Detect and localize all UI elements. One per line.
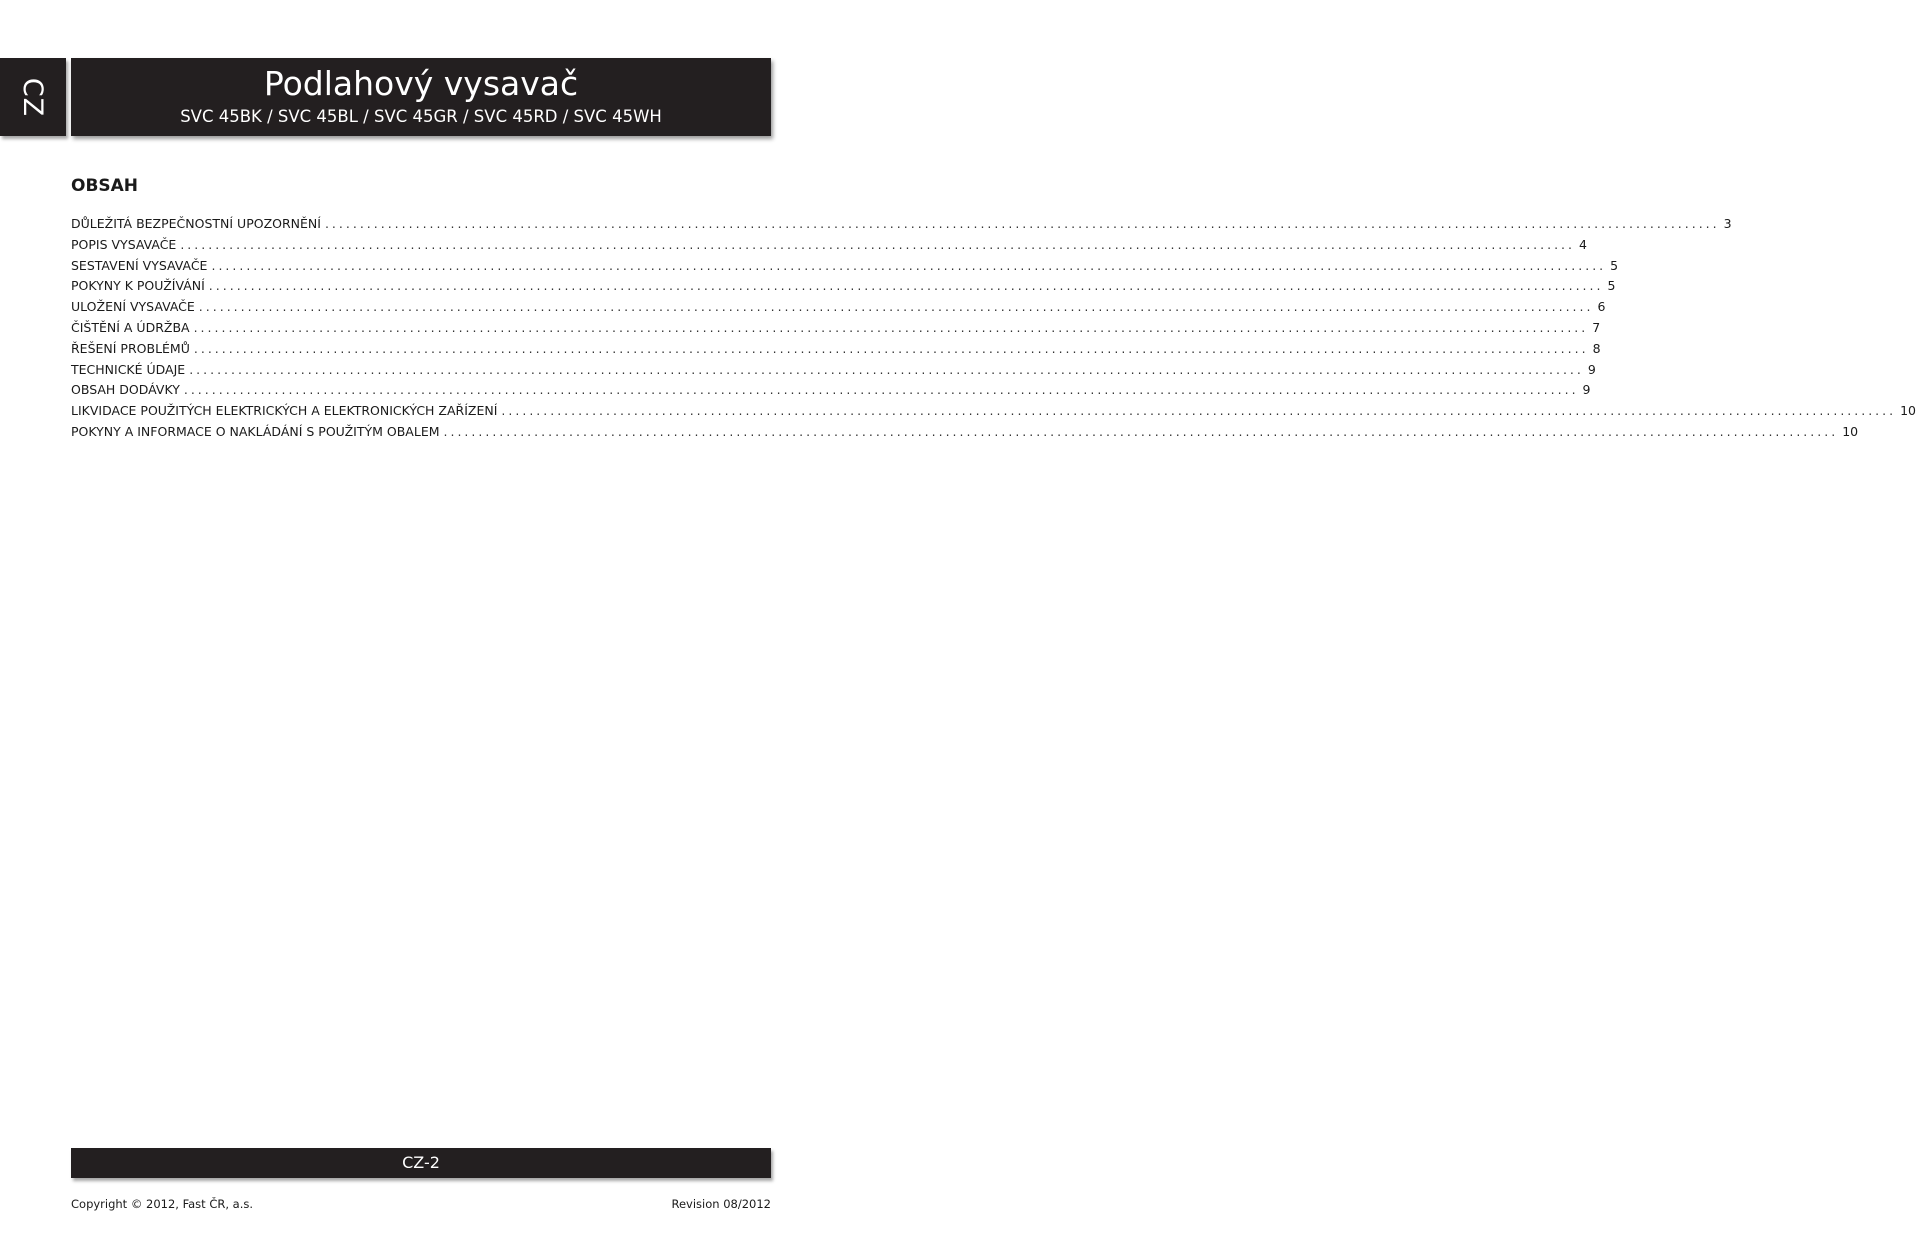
toc-item-page: 9 xyxy=(1582,382,1591,398)
toc-leader-dots: ........................................................................................................................................................................................................ xyxy=(198,299,1594,315)
toc-item[interactable] xyxy=(71,401,1916,422)
language-tab xyxy=(0,58,66,136)
toc-item-label: POPIS VYSAVAČE xyxy=(71,236,177,252)
toc-item-label: POKYNY A INFORMACE O NAKLÁDÁNÍ S POUŽITÝM OBALEM xyxy=(71,423,440,439)
toc-item-page: 6 xyxy=(1597,299,1606,315)
language-code: CZ xyxy=(17,77,49,117)
toc-item-page: 10 xyxy=(1842,423,1859,439)
page-number: CZ-2 xyxy=(402,1153,440,1172)
toc-leader-dots: ........................................................................................................................................................................................................ xyxy=(324,216,1720,231)
toc-item-page: 7 xyxy=(1592,319,1601,335)
toc-leader-dots: ........................................................................................................................................................................................................ xyxy=(180,236,1576,252)
toc-item-label: SESTAVENÍ VYSAVAČE xyxy=(71,257,208,273)
toc-item-page: 9 xyxy=(1587,361,1596,377)
document-title: Podlahový vysavač xyxy=(263,64,579,103)
toc-heading: OBSAH xyxy=(71,176,139,196)
toc-item[interactable] xyxy=(71,380,1591,401)
toc-item-label: POKYNY K POUŽÍVÁNÍ xyxy=(71,278,205,294)
toc-item[interactable] xyxy=(71,256,1619,277)
toc-item-label: ŘEŠENÍ PROBLÉMŮ xyxy=(71,340,190,356)
toc-item[interactable] xyxy=(71,276,1616,297)
header-bar xyxy=(71,58,771,136)
toc-item-page: 8 xyxy=(1592,340,1601,356)
toc-item-label: ULOŽENÍ VYSAVAČE xyxy=(71,299,195,315)
copyright-notice: Copyright © 2012, Fast ČR, a.s. xyxy=(71,1197,254,1211)
toc-leader-dots: ........................................................................................................................................................................................................ xyxy=(208,278,1604,294)
toc-item-label: ČIŠTĚNÍ A ÚDRŽBA xyxy=(71,319,190,335)
toc-item[interactable] xyxy=(71,339,1601,360)
toc-leader-dots: ........................................................................................................................................................................................................ xyxy=(193,319,1589,335)
toc-item[interactable] xyxy=(71,235,1587,256)
toc-item-page: 3 xyxy=(1723,216,1732,231)
toc-leader-dots: ........................................................................................................................................................................................................ xyxy=(189,361,1584,377)
toc-leader-dots: ........................................................................................................................................................................................................ xyxy=(183,382,1579,398)
toc-item-label: LIKVIDACE POUŽITÝCH ELEKTRICKÝCH A ELEKTRONICKÝCH ZAŘÍZENÍ xyxy=(71,403,498,419)
page-number-bar xyxy=(71,1148,771,1178)
toc-item-label: OBSAH DODÁVKY xyxy=(71,382,180,398)
toc-leader-dots: ........................................................................................................................................................................................................ xyxy=(211,257,1607,273)
toc-item-label: DŮLEŽITÁ BEZPEČNOSTNÍ UPOZORNĚNÍ xyxy=(71,216,321,231)
toc-item[interactable] xyxy=(71,360,1596,381)
toc-item[interactable] xyxy=(71,318,1601,339)
toc-item[interactable] xyxy=(71,297,1606,318)
table-of-contents xyxy=(71,214,1916,443)
toc-item-label: TECHNICKÉ ÚDAJE xyxy=(71,361,186,377)
toc-leader-dots: ........................................................................................................................................................................................................ xyxy=(193,340,1589,356)
toc-leader-dots: ........................................................................................................................................................................................................ xyxy=(501,403,1897,419)
toc-item-page: 4 xyxy=(1579,236,1587,252)
model-list: SVC 45BK / SVC 45BL / SVC 45GR / SVC 45RD / SVC 45WH xyxy=(180,107,662,126)
toc-leader-dots: ........................................................................................................................................................................................................ xyxy=(443,423,1839,439)
toc-item-page: 5 xyxy=(1610,257,1619,273)
toc-item-page: 10 xyxy=(1900,403,1916,419)
toc-item[interactable] xyxy=(71,214,1732,235)
toc-item[interactable] xyxy=(71,422,1859,443)
toc-item-page: 5 xyxy=(1607,278,1616,294)
revision-info: Revision 08/2012 xyxy=(671,1197,771,1211)
